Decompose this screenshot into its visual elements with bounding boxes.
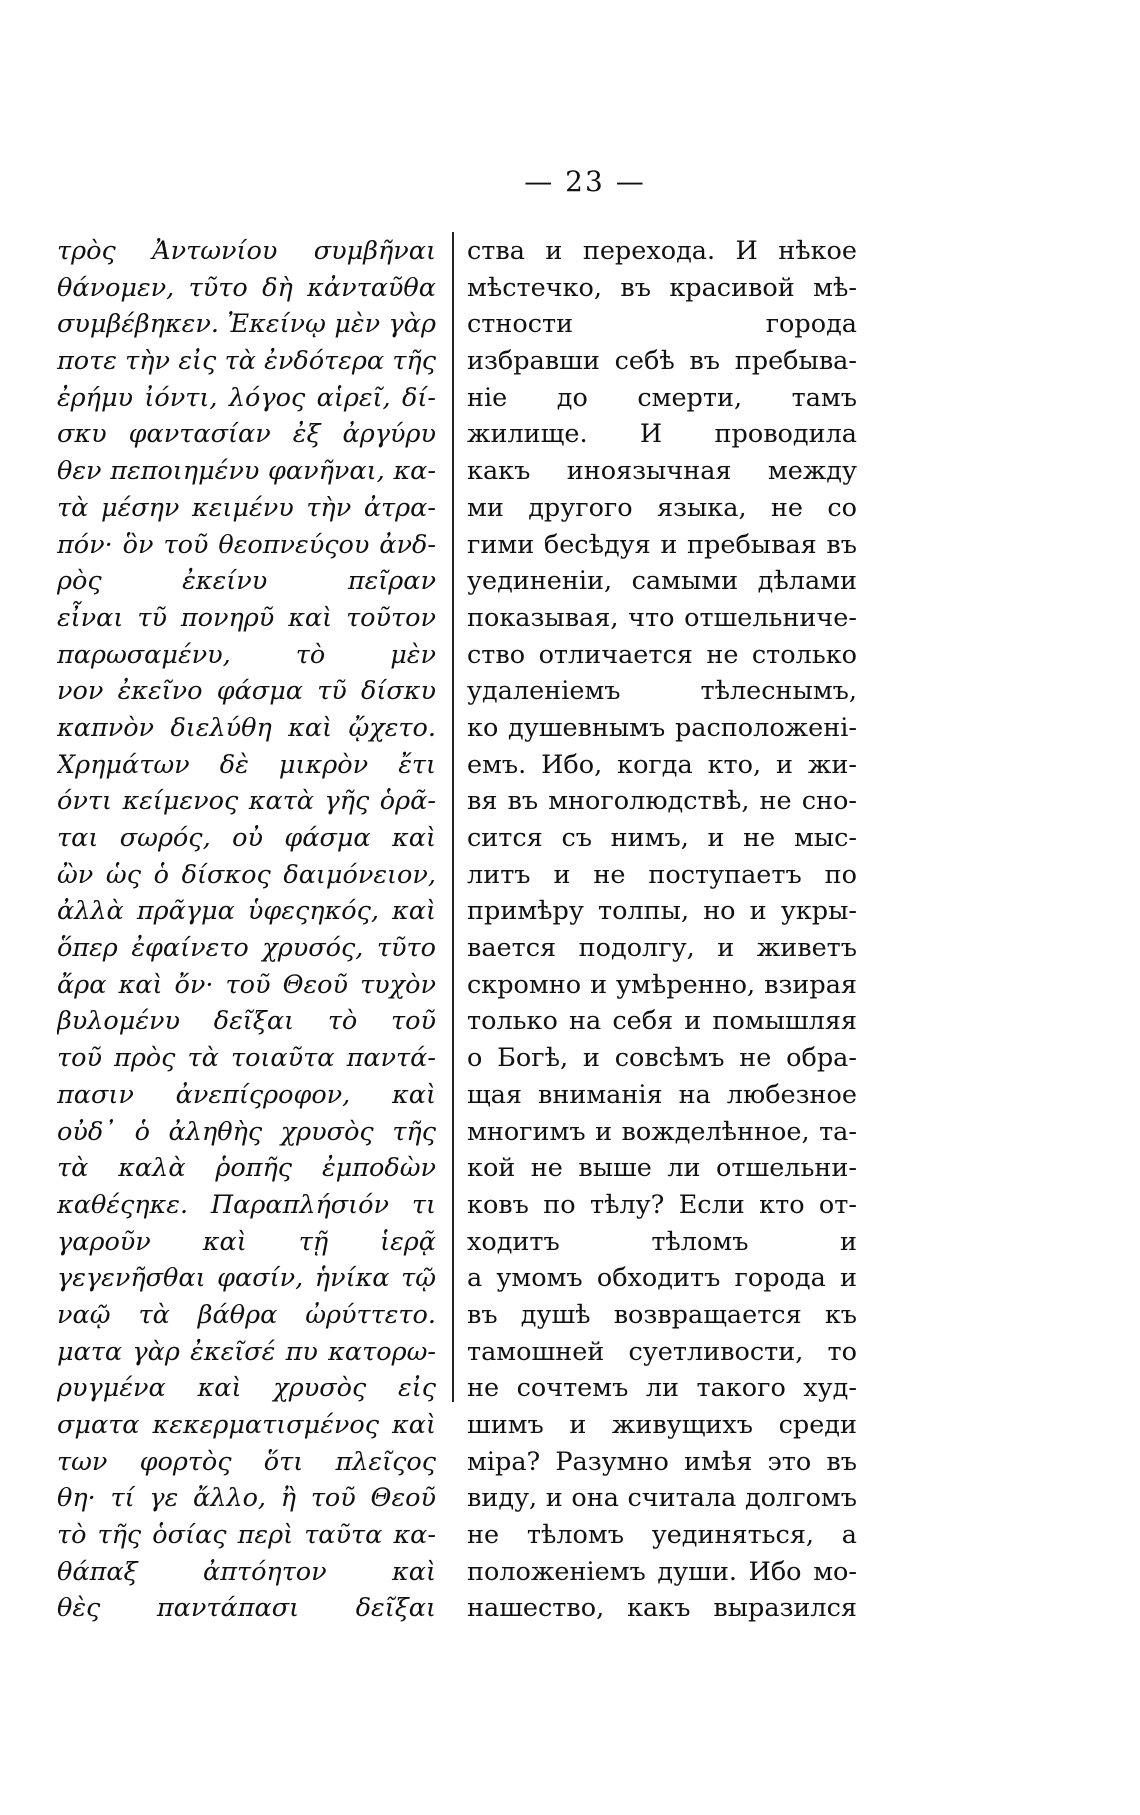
- russian-text-column: [467, 233, 857, 1627]
- text-line: скромно и умѣренно, взирая: [467, 969, 857, 1000]
- text-line: какъ иноязычная между: [467, 456, 857, 487]
- text-line: виду, и она считала долгомъ: [467, 1483, 857, 1514]
- text-line: положеніемъ души. Ибо мо-: [467, 1556, 857, 1587]
- text-line: ποτε τὴν εἰς τὰ ἐνδότερα τῆς: [57, 346, 436, 377]
- text-line: Χρημάτων δὲ μικρὸν ἔτι: [57, 749, 436, 780]
- text-line: ναῷ τὰ βάθρα ὠρύττετο.: [57, 1299, 436, 1330]
- text-line: многимъ и вожделѣнное, та-: [467, 1116, 857, 1147]
- text-line: жилище. И проводила: [467, 419, 857, 450]
- text-line: ρυγμένα καὶ χρυσὸς εἰς: [57, 1373, 436, 1404]
- text-line: щая вниманія на любезное: [467, 1079, 857, 1110]
- text-line: πασιν ἀνεπίςροφον, καὶ: [57, 1079, 436, 1110]
- text-line: θὲς παντάπασι δεῖξαι: [57, 1593, 436, 1624]
- text-line: όντι κείμενος κατὰ γῆς ὁρᾶ-: [57, 786, 436, 817]
- text-line: συμβέβηκεν. Ἐκείνῳ μὲν γὰρ: [57, 309, 436, 340]
- text-line: шимъ и живущихъ среди: [467, 1410, 857, 1440]
- text-line: γαροῦν καὶ τῇ ἱερᾷ: [57, 1226, 436, 1257]
- text-line: τρὸς Ἀντωνίου συμβῆναι: [57, 236, 436, 266]
- text-line: τὰ καλὰ ῥοπῆς ἐμποδὼν: [57, 1153, 436, 1184]
- text-line: примѣру толпы, но и укры-: [467, 896, 857, 927]
- text-line: кой не выше ли отшельни-: [467, 1153, 857, 1184]
- text-line: только на себя и помышляя: [467, 1006, 857, 1037]
- text-line: θάνομεν, τῦτο δὴ κἀνταῦθα: [57, 272, 436, 303]
- text-line: τὰ μέσην κειμένυ τὴν ἀτρα-: [57, 492, 436, 523]
- text-line: емъ. Ибо, когда кто, и жи-: [467, 749, 857, 780]
- text-line: ὅπερ ἐφαίνετο χρυσός, τῦτο: [57, 933, 436, 964]
- text-line: τοῦ πρὸς τὰ τοιαῦτα παντά-: [57, 1043, 436, 1074]
- text-line: εἶναι τῦ πονηρῦ καὶ τοῦτον: [57, 602, 436, 633]
- text-line: избравши себѣ въ пребыва-: [467, 346, 857, 377]
- text-line: ми другого языка, не со: [467, 492, 857, 523]
- text-line: стности города: [467, 309, 857, 340]
- text-line: міра? Разумно имѣя это въ: [467, 1446, 857, 1477]
- text-line: ἐρήμυ ἰόντι, λόγος αἱρεῖ, δί-: [57, 382, 436, 413]
- text-line: παρωσαμένυ, τὸ μὲν: [57, 639, 436, 670]
- text-line: σματα κεκερματισμένος καὶ: [57, 1410, 436, 1440]
- text-line: ὢν ὡς ὁ δίσκος δαιμόνειον,: [57, 859, 436, 890]
- text-line: ἀλλὰ πρᾶγμα ὑφεςηκός, καὶ: [57, 896, 436, 927]
- text-line: θάπαξ ἀπτόητον καὶ: [57, 1556, 436, 1587]
- text-line: не тѣломъ уединяться, а: [467, 1520, 857, 1551]
- text-line: οὐδ᾽ ὁ ἀληθὴς χρυσὸς τῆς: [57, 1116, 436, 1147]
- text-line: θεν πεποιημένυ φανῆναι, κα-: [57, 456, 436, 487]
- text-line: гими бесѣдуя и пребывая въ: [467, 529, 857, 560]
- text-line: не сочтемъ ли такого худ-: [467, 1373, 857, 1404]
- text-line: πόν· ὃν τοῦ θεοπνεύςου ἀνδ-: [57, 529, 436, 560]
- text-line: ство отличается не столько: [467, 639, 857, 670]
- text-line: а умомъ обходитъ города и: [467, 1263, 857, 1294]
- greek-text-column: [57, 233, 436, 1627]
- text-line: удаленіемъ тѣлеснымъ,: [467, 676, 857, 707]
- text-line: ко душевнымъ расположені-: [467, 712, 857, 743]
- text-line: ковъ по тѣлу? Если кто от-: [467, 1189, 857, 1220]
- text-line: νον ἐκεῖνο φάσμα τῦ δίσκυ: [57, 676, 436, 707]
- text-line: тамошней суетливости, то: [467, 1336, 857, 1367]
- column-divider: [452, 232, 454, 1402]
- text-line: сится съ нимъ, и не мыс-: [467, 823, 857, 853]
- text-line: των φορτὸς ὅτι πλεῖςος: [57, 1446, 436, 1477]
- text-line: ніе до смерти, тамъ: [467, 382, 857, 413]
- page-number: — 23 —: [524, 165, 646, 198]
- text-line: ματα γὰρ ἐκεῖσέ πυ κατορω-: [57, 1336, 436, 1367]
- text-line: показывая, что отшельниче-: [467, 602, 857, 633]
- text-line: литъ и не поступаетъ по: [467, 859, 857, 890]
- text-line: вается подолгу, и живетъ: [467, 933, 857, 964]
- text-line: θη· τί γε ἄλλο, ἢ τοῦ Θεοῦ: [57, 1483, 436, 1514]
- text-line: ρὸς ἐκείνυ πεῖραν: [57, 566, 436, 597]
- text-line: нашество, какъ выразился: [467, 1593, 857, 1624]
- text-line: καθέςηκε. Παραπλήσιόν τι: [57, 1189, 436, 1220]
- text-line: уединеніи, самыми дѣлами: [467, 566, 857, 597]
- text-line: въ душѣ возвращается къ: [467, 1299, 857, 1330]
- text-line: ства и перехода. И нѣкое: [467, 236, 857, 266]
- text-line: τὸ τῆς ὁσίας περὶ ταῦτα κα-: [57, 1520, 436, 1551]
- text-line: ходитъ тѣломъ и: [467, 1226, 857, 1257]
- text-line: ται σωρός, οὐ φάσμα καὶ: [57, 823, 436, 853]
- text-line: мѣстечко, въ красивой мѣ-: [467, 272, 857, 303]
- text-line: о Богѣ, и совсѣмъ не обра-: [467, 1043, 857, 1074]
- text-line: γεγενῆσθαι φασίν, ἡνίκα τῷ: [57, 1263, 436, 1294]
- text-line: ἄρα καὶ ὄν· τοῦ Θεοῦ τυχὸν: [57, 969, 436, 1000]
- text-line: βυλομένυ δεῖξαι τὸ τοῦ: [57, 1006, 436, 1037]
- text-line: καπνὸν διελύθη καὶ ᾤχετο.: [57, 712, 436, 743]
- text-line: σκυ φαντασίαν ἐξ ἀργύρυ: [57, 419, 436, 450]
- text-line: вя въ многолюдствѣ, не сно-: [467, 786, 857, 817]
